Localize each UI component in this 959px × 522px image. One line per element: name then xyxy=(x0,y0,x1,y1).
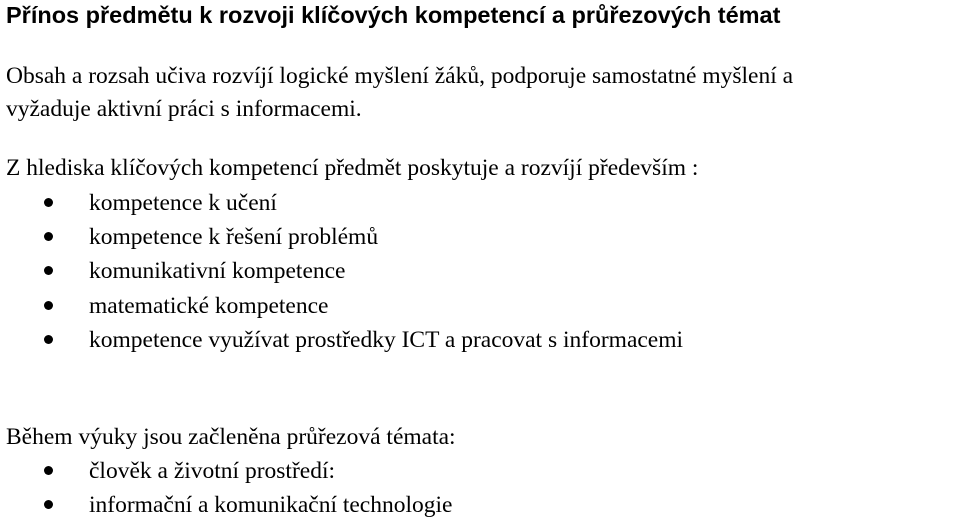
section-heading: Přínos předmětu k rozvoji klíčových kompetencí a průřezových témat xyxy=(6,2,781,28)
bullet-icon xyxy=(44,466,53,475)
list-item-text: kompetence využívat prostředky ICT a pracovat s informacemi xyxy=(89,326,684,353)
list-item-text: kompetence k řešení problémů xyxy=(89,224,379,251)
themes-lead: Během výuky jsou začleněna průřezová témata: xyxy=(6,424,456,450)
list-item-text: informační a komunikační technologie xyxy=(89,492,453,519)
bullet-icon xyxy=(44,301,53,310)
bullet-icon xyxy=(44,266,53,275)
bullet-icon xyxy=(44,335,53,344)
list-item-text: kompetence k učení xyxy=(89,190,277,216)
list-item-text: matematické kompetence xyxy=(89,292,329,319)
intro-line-1: Obsah a rozsah učiva rozvíjí logické myšlení žáků, podporuje samostatné myšlení a xyxy=(6,63,794,89)
bullet-icon xyxy=(44,198,53,207)
bullet-icon xyxy=(44,500,53,509)
bullet-icon xyxy=(44,232,53,241)
list-item-text: komunikativní kompetence xyxy=(89,258,346,285)
list-item-text: člověk a životní prostředí: xyxy=(89,458,336,484)
intro-line-2: vyžaduje aktivní práci s informacemi. xyxy=(6,96,362,122)
competences-lead: Z hlediska klíčových kompetencí předmět poskytuje a rozvíjí především : xyxy=(6,155,699,181)
